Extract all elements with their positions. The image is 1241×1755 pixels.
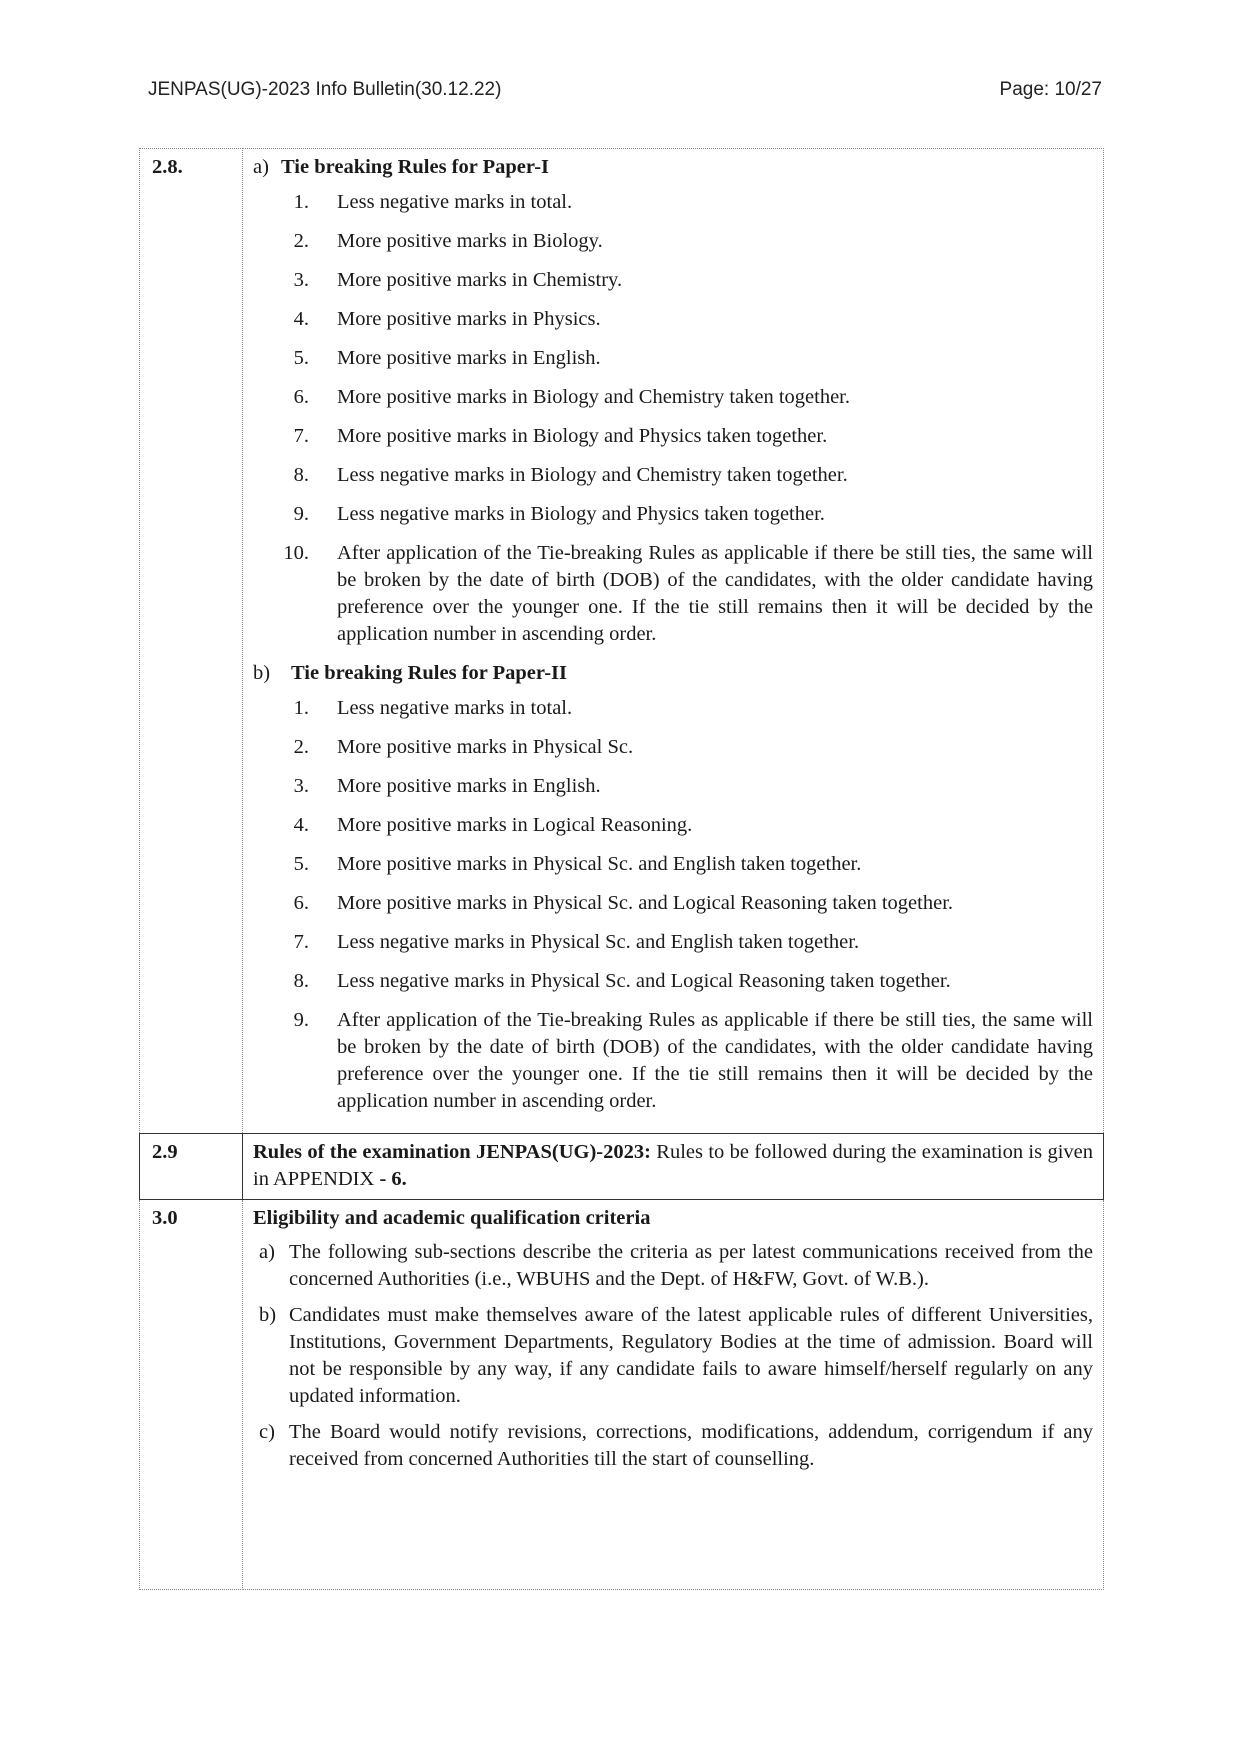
rule-number: 8. (293, 464, 309, 486)
rule-number: 5. (293, 853, 309, 875)
eligibility-title: Eligibility and academic qualification criteria (253, 1207, 651, 1229)
rule-text: Less negative marks in Biology and Physics taken together. (337, 503, 825, 525)
content-table (139, 148, 1104, 1590)
rule-text: More positive marks in English. (337, 347, 601, 369)
rule-number: 2. (293, 736, 309, 758)
rule-item (253, 851, 1093, 878)
section-2-9-row (140, 1134, 1104, 1200)
rule-number: 2. (293, 230, 309, 252)
rule-item (253, 501, 1093, 528)
rule-number: 5. (293, 347, 309, 369)
rule-number: 4. (293, 308, 309, 330)
rule-text: More positive marks in Chemistry. (337, 269, 623, 291)
rule-number: 6. (293, 892, 309, 914)
rule-text: More positive marks in Physics. (337, 308, 601, 330)
rule-item (253, 695, 1093, 722)
rule-text: More positive marks in Biology and Physics taken together. (337, 425, 828, 447)
criteria-item (253, 1419, 1093, 1473)
rule-item (253, 423, 1093, 450)
criteria-marker: c) (259, 1421, 275, 1443)
section-number: 2.8. (140, 149, 243, 1134)
sub-marker: b) (253, 662, 271, 684)
rule-item (253, 773, 1093, 800)
rule-text: Less negative marks in total. (337, 191, 573, 213)
rule-item (253, 306, 1093, 333)
paper-1-title: Tie breaking Rules for Paper-I (281, 156, 550, 178)
rule-item (253, 345, 1093, 372)
rule-item (253, 1007, 1093, 1115)
section-3-0-row (140, 1200, 1104, 1590)
rule-text: More positive marks in Biology and Chemistry taken together. (337, 386, 850, 408)
rule-number: 8. (293, 970, 309, 992)
rule-text: More positive marks in Logical Reasoning. (337, 814, 693, 836)
paper-1-heading (253, 154, 1093, 181)
rule-item (253, 462, 1093, 489)
rule-number: 1. (293, 697, 309, 719)
rule-item (253, 228, 1093, 255)
rule-text: More positive marks in Biology. (337, 230, 603, 252)
section-2-8-content (243, 149, 1104, 1134)
rule-item (253, 734, 1093, 761)
rule-text: More positive marks in English. (337, 775, 601, 797)
sub-marker: a) (253, 156, 269, 178)
rule-item (253, 812, 1093, 839)
rule-text: After application of the Tie-breaking Rules as applicable if there be still ties, the same will be broken by the date of birth (DOB) of the candidates, with the older candidate having preference over the younger one. If the tie still remains then it will be decided by the application number in ascending order. (337, 1009, 1093, 1112)
criteria-text: The following sub-sections describe the criteria as per latest communications received from the concerned Authorities (i.e., WBUHS and the Dept. of H&FW, Govt. of W.B.). (289, 1241, 1093, 1290)
section-3-0-content (243, 1200, 1104, 1590)
exam-rules-text: Rules to be followed during the examination is given in APPENDIX (253, 1141, 1093, 1190)
rule-item (253, 189, 1093, 216)
rule-text: Less negative marks in Physical Sc. and Logical Reasoning taken together. (337, 970, 951, 992)
criteria-text: Candidates must make themselves aware of the latest applicable rules of different Universities, Institutions, Government Departments, Regulatory Bodies at the time of admission. Board will not be responsible by any way, if any candidate fails to aware himself/herself regularly on any updated information. (289, 1304, 1093, 1407)
paper-2-heading (253, 660, 1093, 687)
criteria-marker: b) (259, 1304, 277, 1326)
rule-text: More positive marks in Physical Sc. and Logical Reasoning taken together. (337, 892, 954, 914)
rule-item (253, 267, 1093, 294)
section-number: 2.9 (140, 1134, 243, 1200)
section-2-8-row (140, 149, 1104, 1134)
paper-2-rules-list (253, 695, 1093, 1115)
page-number: Page: 10/27 (999, 79, 1102, 100)
criteria-text: The Board would notify revisions, corrections, modifications, addendum, corrigendum if any received from concerned Authorities till the start of counselling. (289, 1421, 1093, 1470)
rule-text: Less negative marks in Physical Sc. and English taken together. (337, 931, 860, 953)
rule-item (253, 929, 1093, 956)
eligibility-criteria-list (253, 1239, 1093, 1473)
rule-text: More positive marks in Physical Sc. (337, 736, 634, 758)
rule-item (253, 890, 1093, 917)
criteria-marker: a) (259, 1241, 275, 1263)
rule-text: Less negative marks in total. (337, 697, 573, 719)
appendix-ref: - 6. (379, 1168, 407, 1190)
rule-number: 9. (293, 503, 309, 525)
paper-2-title: Tie breaking Rules for Paper-II (291, 662, 567, 684)
rule-text: Less negative marks in Biology and Chemistry taken together. (337, 464, 848, 486)
rule-item (253, 968, 1093, 995)
section-2-9-content (243, 1134, 1104, 1200)
exam-rules-lead: Rules of the examination JENPAS(UG)-2023: (253, 1141, 651, 1163)
header-title: JENPAS(UG)-2023 Info Bulletin(30.12.22) (148, 79, 502, 100)
rule-number: 4. (293, 814, 309, 836)
rule-number: 6. (293, 386, 309, 408)
rule-text: After application of the Tie-breaking Rules as applicable if there be still ties, the same will be broken by the date of birth (DOB) of the candidates, with the older candidate having preference over the younger one. If the tie still remains then it will be decided by the application number in ascending order. (337, 542, 1093, 645)
criteria-item (253, 1239, 1093, 1293)
rule-number: 7. (293, 931, 309, 953)
rule-number: 1. (293, 191, 309, 213)
rule-text: More positive marks in Physical Sc. and English taken together. (337, 853, 862, 875)
rule-item (253, 540, 1093, 648)
rule-number: 3. (293, 269, 309, 291)
rule-number: 9. (293, 1009, 309, 1031)
rule-number: 10. (283, 542, 309, 564)
rule-number: 3. (293, 775, 309, 797)
paper-1-rules-list (253, 189, 1093, 648)
rule-number: 7. (293, 425, 309, 447)
section-number: 3.0 (140, 1200, 243, 1590)
criteria-item (253, 1302, 1093, 1410)
rule-item (253, 384, 1093, 411)
